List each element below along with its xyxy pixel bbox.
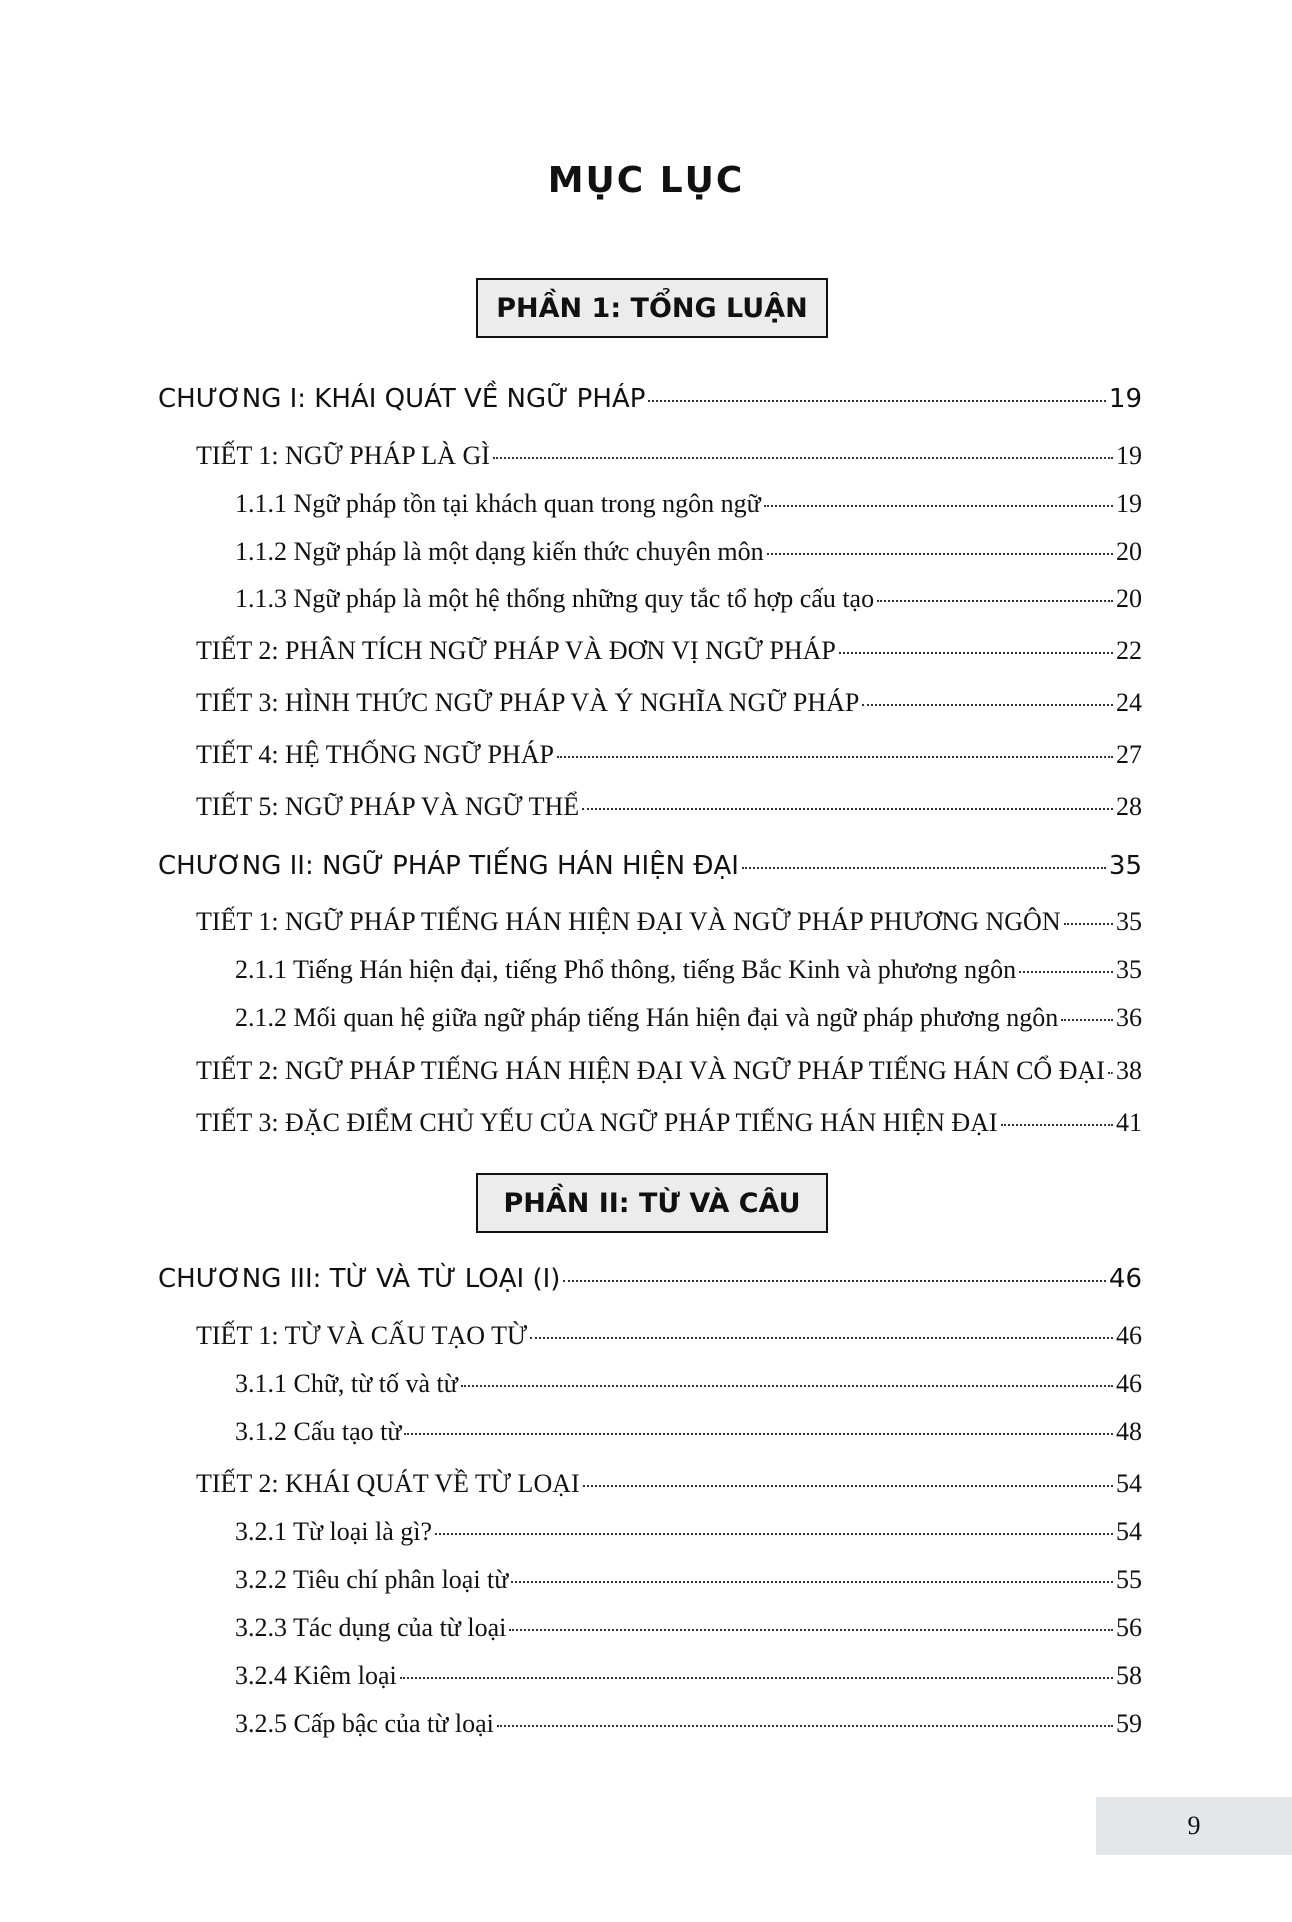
toc-subsection-row (235, 1369, 1142, 1399)
toc-entry-page: 59 (1116, 1709, 1142, 1738)
toc-entry-title: TIẾT 5: NGỮ PHÁP VÀ NGỮ THỂ (196, 792, 580, 821)
toc-entry-page: 20 (1116, 537, 1142, 566)
toc-entry-title: 3.1.2 Cấu tạo từ (235, 1417, 402, 1446)
toc-section-row (196, 688, 1142, 718)
dot-leader (648, 400, 1106, 402)
toc-section-row (196, 441, 1142, 471)
dot-leader (509, 1629, 1113, 1631)
toc-entry-title: 1.1.3 Ngữ pháp là một hệ thống những quy tắc tổ hợp cấu tạo (235, 584, 875, 613)
toc-entry-title: 2.1.2 Mối quan hệ giữa ngữ pháp tiếng Hán hiện đại và ngữ pháp phương ngôn (235, 1003, 1059, 1032)
toc-subsection-row (235, 1417, 1142, 1447)
toc-entry-page: 19 (1116, 441, 1142, 470)
toc-entry-page: 46 (1108, 1264, 1142, 1294)
toc-entry-page: 35 (1108, 851, 1142, 881)
toc-entry-page: 54 (1116, 1517, 1142, 1546)
toc-section-row (196, 1108, 1142, 1138)
toc-subsection-row (235, 1661, 1142, 1691)
toc-entry-title: TIẾT 2: NGỮ PHÁP TIẾNG HÁN HIỆN ĐẠI VÀ NGỮ PHÁP TIẾNG HÁN CỔ ĐẠI (196, 1056, 1105, 1085)
toc-entry-page: 58 (1116, 1661, 1142, 1690)
toc-entry-page: 20 (1116, 584, 1142, 613)
dot-leader (1108, 1072, 1113, 1074)
dot-leader (493, 457, 1113, 459)
dot-leader (404, 1433, 1113, 1435)
toc-entry-title: 3.2.2 Tiêu chí phân loại từ (235, 1565, 509, 1594)
dot-leader (530, 1337, 1113, 1339)
toc-subsection-row (235, 584, 1142, 614)
dot-leader (563, 1280, 1105, 1282)
toc-subsection-row (235, 1565, 1142, 1595)
toc-entry-title: TIẾT 1: NGỮ PHÁP TIẾNG HÁN HIỆN ĐẠI VÀ NGỮ PHÁP PHƯƠNG NGÔN (196, 907, 1061, 936)
part-heading-2: PHẦN II: TỪ VÀ CÂU (476, 1173, 828, 1233)
toc-subsection-row (235, 489, 1142, 519)
toc-entry-title: 1.1.2 Ngữ pháp là một dạng kiến thức chuyên môn (235, 537, 764, 566)
dot-leader (1019, 971, 1113, 973)
dot-leader (497, 1725, 1113, 1727)
toc-entry-page: 48 (1116, 1417, 1142, 1446)
toc-entry-page: 41 (1116, 1108, 1142, 1137)
toc-entry-page: 38 (1116, 1056, 1142, 1085)
dot-leader (839, 652, 1113, 654)
toc-entry-page: 19 (1108, 384, 1142, 414)
toc-entry-page: 24 (1116, 688, 1142, 717)
toc-subsection-row (235, 1003, 1142, 1033)
toc-entry-page: 22 (1116, 636, 1142, 665)
toc-entry-title: TIẾT 2: KHÁI QUÁT VỀ TỪ LOẠI (196, 1469, 580, 1498)
toc-entry-page: 36 (1116, 1003, 1142, 1032)
toc-entry-page: 27 (1116, 740, 1142, 769)
toc-chapter-row (158, 1264, 1142, 1294)
toc-subsection-row (235, 955, 1142, 985)
dot-leader (582, 808, 1113, 810)
dot-leader (1061, 1019, 1113, 1021)
dot-leader (557, 756, 1113, 758)
toc-entry-title: CHƯƠNG II: NGỮ PHÁP TIẾNG HÁN HIỆN ĐẠI (158, 851, 739, 881)
toc-entry-title: TIẾT 3: ĐẶC ĐIỂM CHỦ YẾU CỦA NGỮ PHÁP TIẾNG HÁN HIỆN ĐẠI (196, 1108, 998, 1137)
toc-subsection-row (235, 1517, 1142, 1547)
dot-leader (862, 704, 1113, 706)
toc-entry-page: 54 (1116, 1469, 1142, 1498)
toc-entry-title: TIẾT 2: PHÂN TÍCH NGỮ PHÁP VÀ ĐƠN VỊ NGỮ PHÁP (196, 636, 836, 665)
toc-entry-title: TIẾT 4: HỆ THỐNG NGỮ PHÁP (196, 740, 554, 769)
dot-leader (1064, 923, 1113, 925)
dot-leader (767, 553, 1113, 555)
toc-entry-page: 35 (1116, 955, 1142, 984)
toc-entry-title: CHƯƠNG I: KHÁI QUÁT VỀ NGỮ PHÁP (158, 384, 646, 414)
toc-chapter-row (158, 384, 1142, 414)
toc-entry-title: CHƯƠNG III: TỪ VÀ TỪ LOẠI (I) (158, 1264, 561, 1294)
toc-entry-page: 28 (1116, 792, 1142, 821)
dot-leader (511, 1581, 1113, 1583)
toc-entry-page: 56 (1116, 1613, 1142, 1642)
toc-entry-title: 3.2.4 Kiêm loại (235, 1661, 397, 1690)
dot-leader (583, 1485, 1113, 1487)
toc-entry-title: 3.1.1 Chữ, từ tố và từ (235, 1369, 458, 1398)
toc-section-row (196, 636, 1142, 666)
toc-section-row (196, 740, 1142, 770)
toc-section-row (196, 1469, 1142, 1499)
dot-leader (742, 867, 1106, 869)
dot-leader (461, 1385, 1113, 1387)
toc-entry-title: TIẾT 3: HÌNH THỨC NGỮ PHÁP VÀ Ý NGHĨA NGỮ PHÁP (196, 688, 860, 717)
toc-entry-page: 35 (1116, 907, 1142, 936)
toc-entry-title: 3.2.1 Từ loại là gì? (235, 1517, 433, 1546)
dot-leader (1001, 1124, 1113, 1126)
toc-subsection-row (235, 1709, 1142, 1739)
part-heading-1: PHẦN 1: TỔNG LUẬN (476, 278, 828, 338)
toc-entry-title: 3.2.5 Cấp bậc của từ loại (235, 1709, 494, 1738)
page-number: 9 (1096, 1797, 1292, 1855)
toc-section-row (196, 1321, 1142, 1351)
toc-section-row (196, 792, 1142, 822)
toc-entry-title: 1.1.1 Ngữ pháp tồn tại khách quan trong ngôn ngữ (235, 489, 761, 518)
toc-subsection-row (235, 1613, 1142, 1643)
toc-section-row (196, 1056, 1142, 1086)
dot-leader (764, 505, 1113, 507)
toc-section-row (196, 907, 1142, 937)
toc-chapter-row (158, 851, 1142, 881)
toc-entry-title: TIẾT 1: TỪ VÀ CẤU TẠO TỪ (196, 1321, 528, 1350)
toc-entry-title: TIẾT 1: NGỮ PHÁP LÀ GÌ (196, 441, 490, 470)
toc-entry-page: 19 (1116, 489, 1142, 518)
dot-leader (435, 1533, 1113, 1535)
dot-leader (877, 600, 1113, 602)
toc-entry-page: 46 (1116, 1369, 1142, 1398)
dot-leader (400, 1677, 1113, 1679)
toc-entry-title: 3.2.3 Tác dụng của từ loại (235, 1613, 507, 1642)
page-title: MỤC LỤC (547, 160, 745, 201)
toc-entry-title: 2.1.1 Tiếng Hán hiện đại, tiếng Phổ thông, tiếng Bắc Kinh và phương ngôn (235, 955, 1017, 984)
toc-entry-page: 55 (1116, 1565, 1142, 1594)
toc-subsection-row (235, 537, 1142, 567)
toc-entry-page: 46 (1116, 1321, 1142, 1350)
